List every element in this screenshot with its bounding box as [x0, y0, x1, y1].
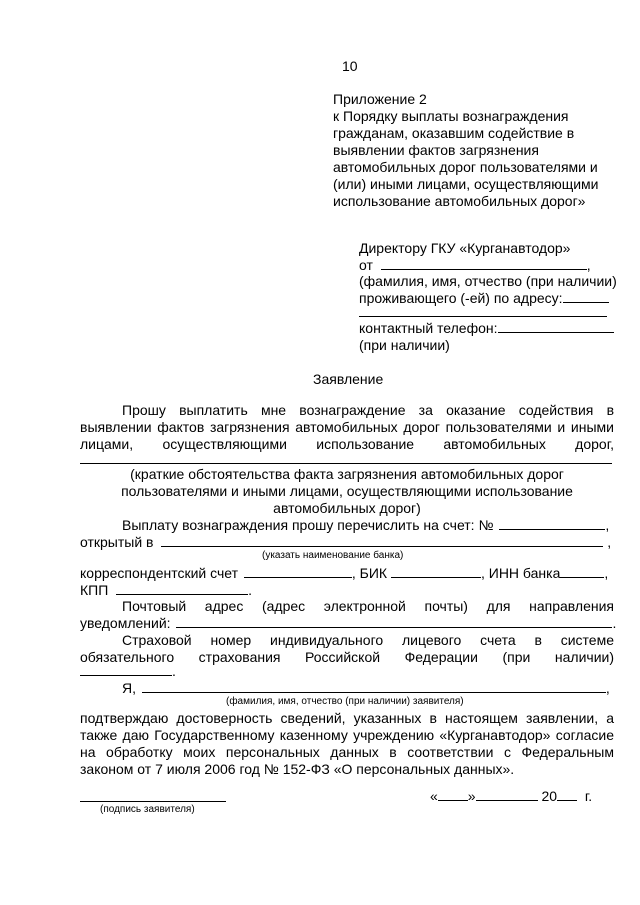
date-year-suffix: г. — [584, 788, 593, 804]
phone-field[interactable] — [498, 320, 614, 333]
signature-hint: (подпись заявителя) — [100, 804, 195, 815]
date-row — [430, 788, 592, 805]
kpp-field[interactable] — [116, 582, 248, 595]
confirm-line: подтверждаю достоверность сведений, указанных в настоящем заявлении, а — [80, 710, 614, 726]
snils-row: . — [80, 663, 176, 680]
confirm-line: законом от 7 июля 2006 год № 152-ФЗ «О персональных данных». — [80, 761, 515, 777]
applicant-hint: (фамилия, имя, отчество (при наличии) заявителя) — [226, 696, 464, 707]
inn-label: ИНН банка — [488, 565, 561, 581]
date-open-quote: « — [430, 788, 438, 804]
signature-field[interactable] — [80, 801, 226, 802]
appendix-line: к Порядку выплаты вознаграждения — [333, 108, 569, 124]
from-label: от — [359, 257, 373, 273]
confirm-line: также даю Государственному казенному учреждению «Курганавтодор» согласие — [80, 727, 614, 743]
postal-row: уведомлений: . — [80, 615, 617, 631]
residing-row — [359, 290, 609, 307]
date-close-quote: » — [467, 788, 476, 804]
postal-field[interactable] — [176, 615, 612, 628]
payment-row: Выплату вознаграждения прошу перечислить на счет: № , — [122, 517, 610, 533]
snils-field[interactable] — [80, 663, 172, 676]
applicant-label: Я, — [122, 680, 136, 696]
bank-row: открытый в , — [80, 534, 612, 550]
phone-row — [359, 320, 614, 337]
corr-account-label: корреспондентский счет — [80, 565, 238, 581]
address-field[interactable] — [563, 290, 609, 303]
date-month-field[interactable] — [476, 788, 538, 801]
request-line: выявлении фактов загрязнения автомобильных дорог пользователями и иными — [80, 419, 614, 435]
circumstances-hint: (краткие обстоятельства факта загрязнения автомобильных дорог — [130, 466, 564, 482]
bik-label: БИК — [359, 565, 388, 581]
page-number: 10 — [342, 58, 358, 74]
document-title: Заявление — [313, 371, 384, 387]
address-field-line2[interactable] — [359, 316, 607, 317]
date-year-prefix: 20 — [541, 788, 558, 804]
applicant-field[interactable] — [142, 680, 606, 693]
appendix-line: Приложение 2 — [333, 91, 427, 107]
applicant-row: Я, , — [122, 680, 610, 696]
bank-hint: (указать наименование банка) — [262, 550, 404, 561]
fio-hint: (фамилия, имя, отчество (при наличии) — [359, 273, 617, 289]
inn-field[interactable] — [560, 565, 604, 578]
residing-label: проживающего (-ей) по адресу: — [359, 290, 563, 306]
circumstances-field[interactable] — [80, 463, 612, 464]
phone-note: (при наличии) — [359, 337, 450, 353]
confirm-line: на обработку моих персональных данных в соответствии с Федеральным — [80, 744, 614, 760]
kpp-label: КПП — [80, 582, 109, 598]
request-line: Прошу выплатить мне вознаграждение за оказание содействия в — [122, 402, 614, 418]
circumstances-hint: пользователями и иными лицами, осуществляющими использование — [121, 483, 573, 499]
bank-label: открытый в — [80, 534, 154, 550]
bank-name-field[interactable] — [161, 534, 603, 547]
postal-label: уведомлений: — [80, 615, 171, 631]
appendix-line: выявлении фактов загрязнения — [333, 142, 539, 158]
corr-account-field[interactable] — [244, 565, 352, 578]
phone-label: контактный телефон: — [359, 320, 498, 336]
snils-line: обязательного страхования Российской Федерации (при наличии) — [80, 649, 614, 665]
bank-details-row: корреспондентский счет , БИК , ИНН банка , — [80, 565, 609, 581]
payment-label: Выплату вознаграждения прошу перечислить на счет: № — [122, 517, 494, 533]
date-year-field[interactable] — [557, 788, 577, 801]
appendix-line: гражданам, оказавшим содействие в — [333, 125, 575, 141]
request-line: лицами, осуществляющими использование автомобильных дорог, — [80, 436, 614, 452]
snils-line: Страховой номер индивидуального лицевого счета в системе — [122, 632, 614, 648]
account-number-field[interactable] — [499, 517, 605, 530]
postal-line: Почтовый адрес (адрес электронной почты) для направления — [122, 598, 614, 614]
appendix-line: (или) иными лицами, осуществляющими — [333, 176, 599, 192]
from-field[interactable] — [381, 257, 587, 270]
appendix-line: автомобильных дорог пользователями и — [333, 159, 598, 175]
appendix-line: использование автомобильных дорог» — [333, 193, 586, 209]
date-day-field[interactable] — [438, 788, 468, 801]
bik-field[interactable] — [391, 565, 481, 578]
addressee-from: от , — [359, 257, 591, 273]
addressee-director: Директору ГКУ «Курганавтодор» — [359, 240, 571, 256]
circumstances-hint: автомобильных дорог) — [273, 500, 421, 516]
kpp-row: КПП . — [80, 582, 253, 598]
